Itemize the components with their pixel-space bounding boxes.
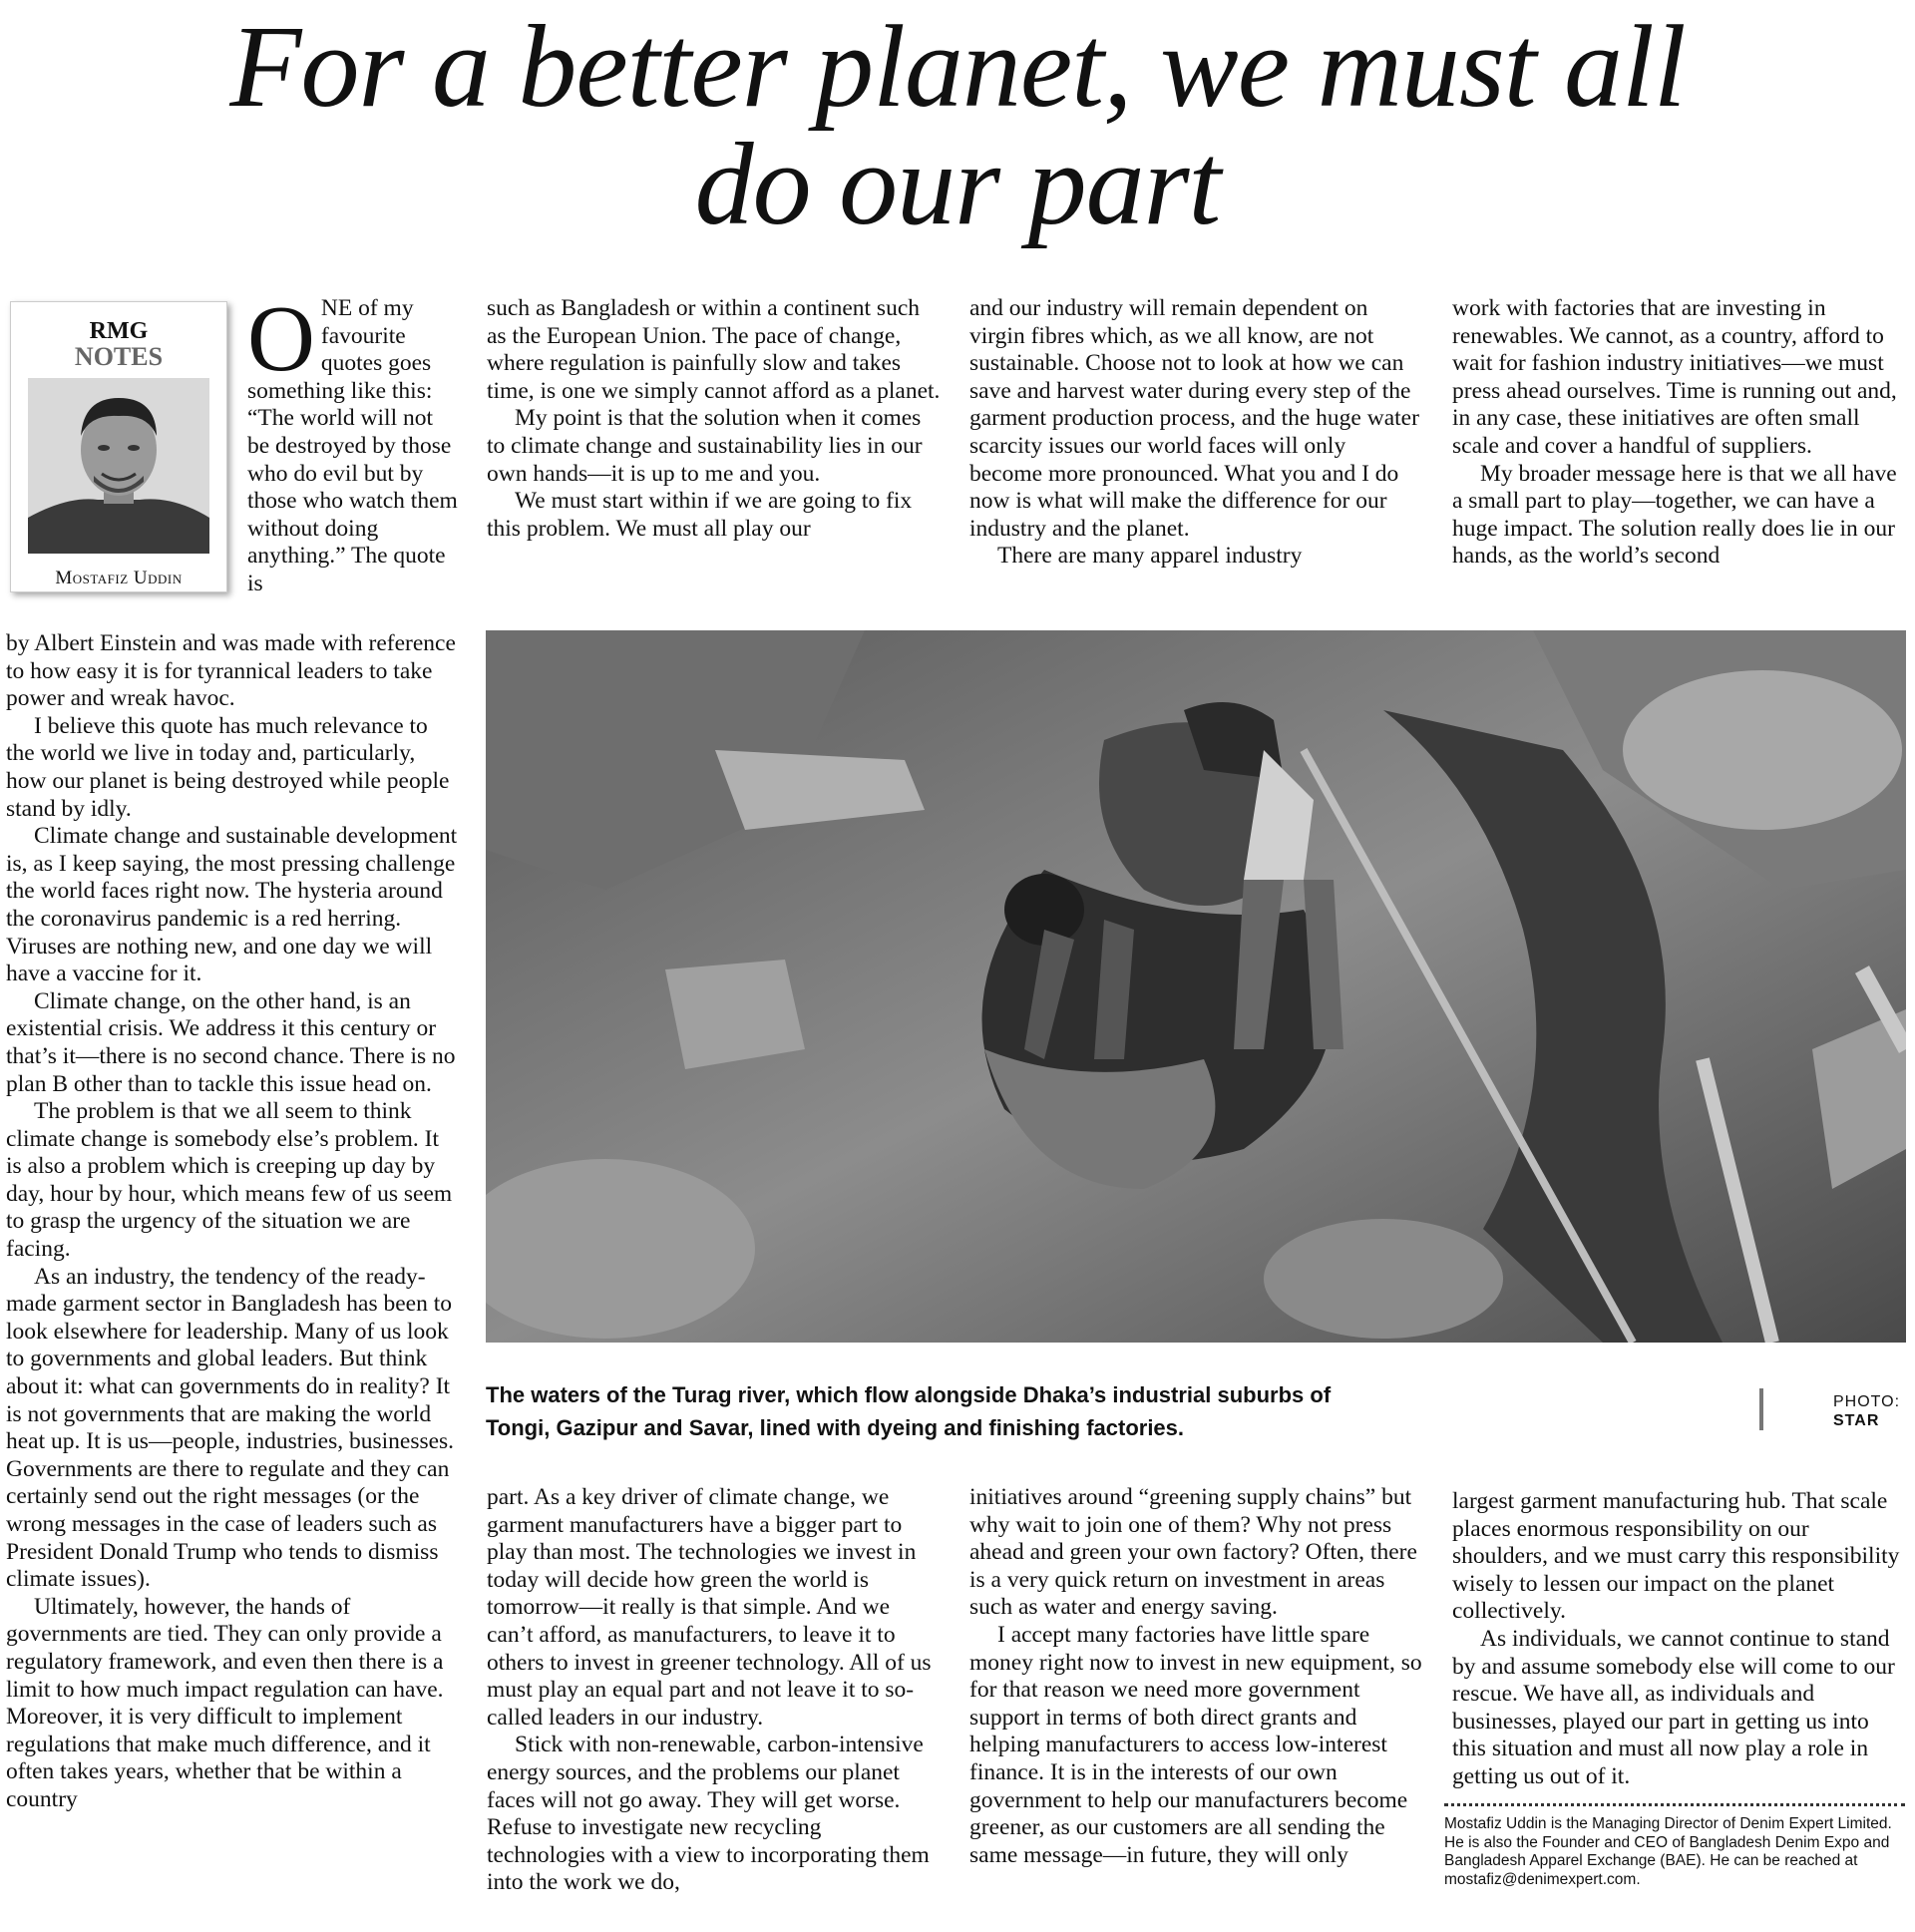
column-3-top (969, 295, 1423, 571)
col2-top-para-2: My point is that the solution when it comes to climate change and sustainability lies in our own hands—it is up to me and you. (487, 405, 923, 487)
col2-bottom-para-2: Stick with non-renewable, carbon-intensive energy sources, and the problems our planet faces will not go away. They will get worse. Refuse to investigate new recycling technologies with a view to incorporating them into the work we do, (487, 1732, 930, 1896)
photo-credit (1833, 1392, 1900, 1430)
col3-bottom-para-1: initiatives around “greening supply chains” but why wait to join one of them? Why not press ahead and green your own factory? Often, there is a very quick return on investment in areas such as water and energy saving. (969, 1484, 1417, 1621)
col3-top-para-1: and our industry will remain dependent on virgin fibres which, as we all know, are not sustainable. Choose not to look at how we can save and harvest water during every step of the garment production process, and the huge water scarcity issues our world faces will only become more pronounced. What you and I do now is what will make the difference for our industry and the planet. (969, 295, 1419, 542)
column-1 (6, 630, 460, 1814)
author-portrait (28, 378, 209, 554)
headline-line-2: do our part (694, 119, 1221, 249)
col1-para-4: Climate change, on the other hand, is an existential crisis. We address it this century or that’s it—there is no second chance. There is no plan B other than to tackle this issue head on. (6, 987, 456, 1097)
col2-bottom-para-1: part. As a key driver of climate change, we garment manufacturers have a bigger part to play than most. The technologies we invest in today will decide how green the world is tomorrow—it really is that simple. And we can’t afford, as manufacturers, to leave it to others to invest in greener technology. All of us must play an equal part and not leave it to so-called leaders in our industry. (487, 1484, 932, 1731)
column-3-bottom (969, 1484, 1423, 1869)
col4-bottom-para-2: As individuals, we cannot continue to stand by and assume somebody else will come to our rescue. We have all, as individuals and businesses, played our part in getting us into this situation and must all now play a role in getting us out of it. (1452, 1625, 1895, 1789)
col4-top-para-1: work with factories that are investing in renewables. We cannot, as a country, afford to wait for fashion industry initiatives—we must press ahead ourselves. Time is running out and, in any case, these initiatives are often small scale and cover a handful of suppliers. (1452, 295, 1897, 459)
col1-para-2: I believe this quote has much relevance to the world we live in today and, particularly, how our planet is being destroyed while people stand by idly. (6, 712, 450, 822)
column-tag-top: RMG (89, 318, 149, 344)
author-bio: Mostafiz Uddin is the Managing Director of Denim Expert Limited. He is also the Founder and CEO of Bangladesh Denim Expo and Bangladesh Apparel Exchange (BAE). He can be reached at mostafiz@denimexpert.com. (1444, 1815, 1892, 1888)
column-byline-box (10, 301, 227, 592)
col4-top-para-2: My broader message here is that we all have a small part to play—together, we can have a huge impact. The solution really does lie in our hands, as the world’s second (1452, 460, 1897, 570)
col1-para-6: As an industry, the tendency of the ready-made garment sector in Bangladesh has been to look elsewhere for leadership. Many of us look to governments and global leaders. But think about it: what can governments do in reality? It is not governments that are making the world heat up. It is us—people, industries, businesses. Governments are there to regulate and they can certainly send out the right messages (or the wrong messages in the case of leaders such as President Donald Trump who tends to dismiss climate issues). (6, 1263, 455, 1593)
col1-para-7: Ultimately, however, the hands of governments are tied. They can only provide a regulatory framework, and even then there is a limit to how much impact regulation can have. Moreover, it is very difficult to implement regulations that make much difference, and it often takes years, whether that be within a country (6, 1593, 444, 1812)
lead-paragraph (247, 287, 460, 598)
col3-bottom-para-2: I accept many factories have little spare money right now to invest in new equipment, so for that reason we need more government support in terms of both direct grants and helping manufacturers to access low-interest finance. It is in the interests of our own government to help our manufacturers become greener, as our customers are all sending the same message—in future, they will only (969, 1621, 1422, 1868)
col2-top-para-3: We must start within if we are going to fix this problem. We must all play our (487, 488, 913, 542)
col1-para-3: Climate change and sustainable development is, as I keep saying, the most pressing challenge the world faces right now. The hysteria around the coronavirus pandemic is a red herring. Viruses are nothing new, and one day we will have a vaccine for it. (6, 823, 458, 987)
column-tag-bottom: NOTES (74, 342, 164, 371)
col1-para-5: The problem is that we all seem to think climate change is somebody else’s problem. It is also a problem which is creeping up day by day, hour by hour, which means few of us seem to grasp the urgency of the situation we are facing. (6, 1098, 453, 1263)
col2-top-para-1: such as Bangladesh or within a continent such as the European Union. The pace of change, where regulation is painfully slow and takes time, is one we simply cannot afford as a planet. (487, 295, 941, 404)
col3-top-para-2: There are many apparel industry (997, 543, 1303, 570)
headline (0, 1, 1915, 249)
photo-credit-source: STAR (1833, 1412, 1880, 1429)
column-2-bottom (487, 1484, 941, 1897)
column-4-top (1452, 295, 1906, 571)
column-2-top (487, 295, 941, 543)
headline-line-1: For a better planet, we must all (229, 1, 1686, 132)
photo-caption: The waters of the Turag river, which flow alongside Dhaka’s industrial suburbs of Tongi, Gazipur and Savar, lined with dyeing and finishing factories. (486, 1382, 1332, 1440)
river-photo (486, 630, 1906, 1343)
lead-text: NE of my favourite quotes goes something like this: “The world will not be destroyed by those who do evil but by those who watch them without doing anything.” The quote is (247, 295, 458, 596)
photo-credit-label: PHOTO: (1833, 1393, 1901, 1410)
bio-divider (1444, 1803, 1905, 1806)
drop-cap: O (247, 287, 315, 391)
column-4-bottom (1452, 1488, 1906, 1791)
col4-bottom-para-1: largest garment manufacturing hub. That scale places enormous responsibility on our shoulders, and we must carry this responsibility wisely to lessen our impact on the planet collectively. (1452, 1488, 1900, 1625)
credit-divider (1759, 1388, 1763, 1430)
author-name: Mostafiz Uddin (55, 568, 183, 588)
col1-para-1: by Albert Einstein and was made with reference to how easy it is for tyrannical leaders to take power and wreak havoc. (6, 630, 456, 712)
